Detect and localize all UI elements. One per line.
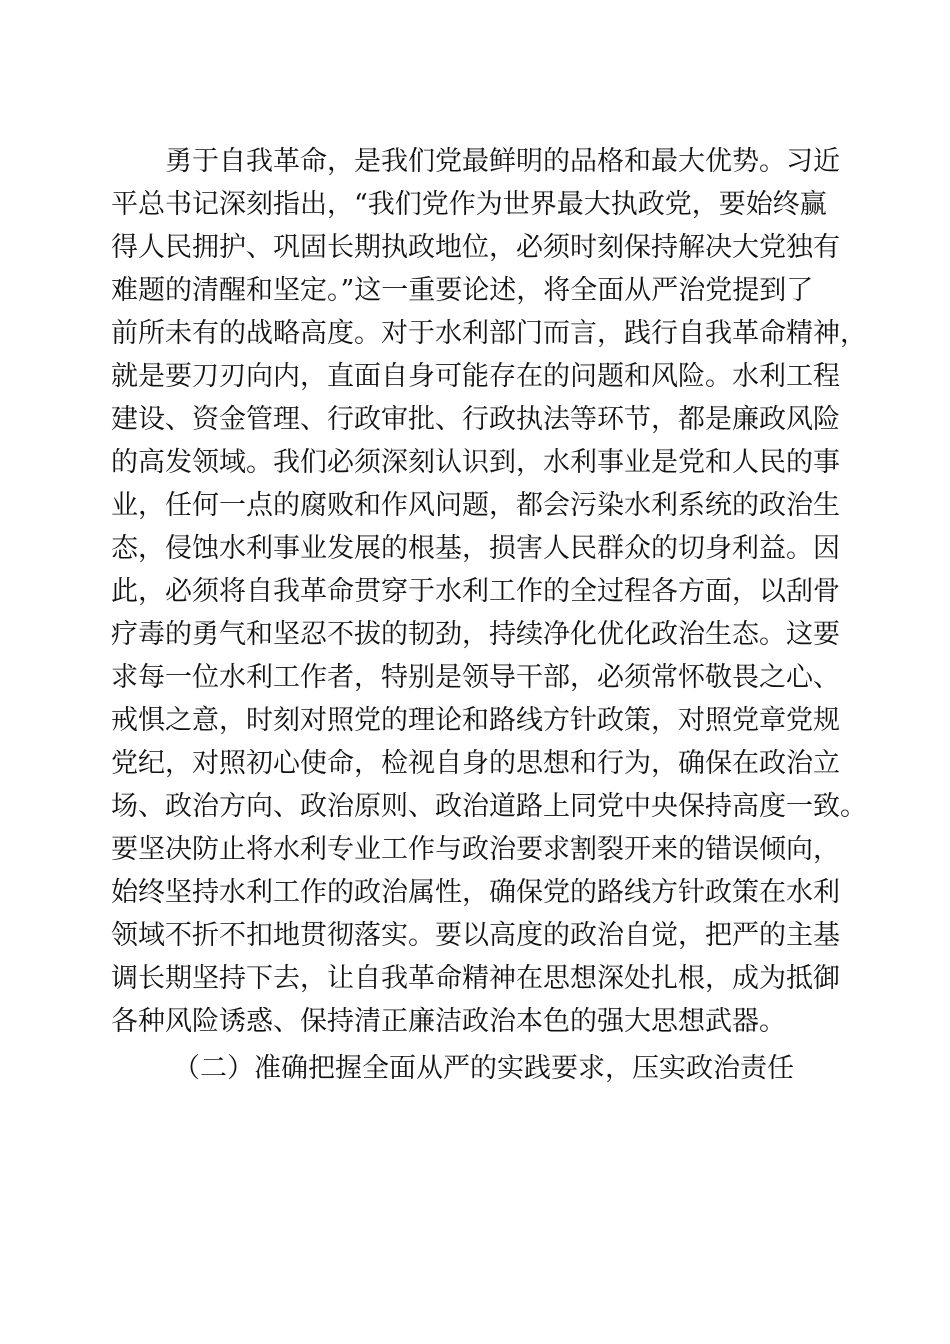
paragraph-line: 始终坚持水利工作的政治属性，确保党的路线方针政策在水利	[111, 877, 840, 908]
paragraph-line: 勇于自我革命，是我们党最鲜明的品格和最大优势。习近	[165, 146, 840, 177]
paragraph-line: 就是要刀刃向内，直面自身可能存在的问题和风险。水利工程	[111, 361, 840, 392]
section-heading: （二）准确把握全面从严的实践要求，压实政治责任	[173, 1053, 794, 1084]
paragraph-line: 疗毒的勇气和坚忍不拔的韧劲，持续净化优化政治生态。这要	[111, 619, 840, 650]
paragraph-line: 场、政治方向、政治原则、政治道路上同党中央保持高度一致。	[111, 791, 867, 822]
paragraph-line: 平总书记深刻指出，“我们党作为世界最大执政党，要始终赢	[111, 189, 827, 220]
paragraph-line: 态，侵蚀水利事业发展的根基，损害人民群众的切身利益。因	[111, 533, 840, 564]
paragraph-line: 的高发领域。我们必须深刻认识到，水利事业是党和人民的事	[111, 447, 840, 478]
body-text	[111, 140, 867, 1090]
paragraph-line: 党纪，对照初心使命，检视自身的思想和行为，确保在政治立	[111, 748, 840, 779]
paragraph-line: 业，任何一点的腐败和作风问题，都会污染水利系统的政治生	[111, 490, 840, 521]
paragraph-line: 得人民拥护、巩固长期执政地位，必须时刻保持解决大党独有	[111, 232, 840, 263]
paragraph-line: 难题的清醒和坚定。”这一重要论述，将全面从严治党提到了	[111, 275, 814, 306]
paragraph-line: 建设、资金管理、行政审批、行政执法等环节，都是廉政风险	[111, 404, 840, 435]
paragraph-line: 调长期坚持下去，让自我革命精神在思想深处扎根，成为抵御	[111, 963, 840, 994]
paragraph-line: 前所未有的战略高度。对于水利部门而言，践行自我革命精神，	[111, 318, 867, 349]
paragraph-line: 此，必须将自我革命贯穿于水利工作的全过程各方面，以刮骨	[111, 576, 840, 607]
paragraph-line: 各种风险诱惑、保持清正廉洁政治本色的强大思想武器。	[111, 1006, 786, 1037]
paragraph-line: 领域不折不扣地贯彻落实。要以高度的政治自觉，把严的主基	[111, 920, 840, 951]
paragraph-line: 戒惧之意，时刻对照党的理论和路线方针政策，对照党章党规	[111, 705, 840, 736]
paragraph-line: 求每一位水利工作者，特别是领导干部，必须常怀敬畏之心、	[111, 662, 840, 693]
paragraph-line: 要坚决防止将水利专业工作与政治要求割裂开来的错误倾向，	[111, 834, 840, 865]
